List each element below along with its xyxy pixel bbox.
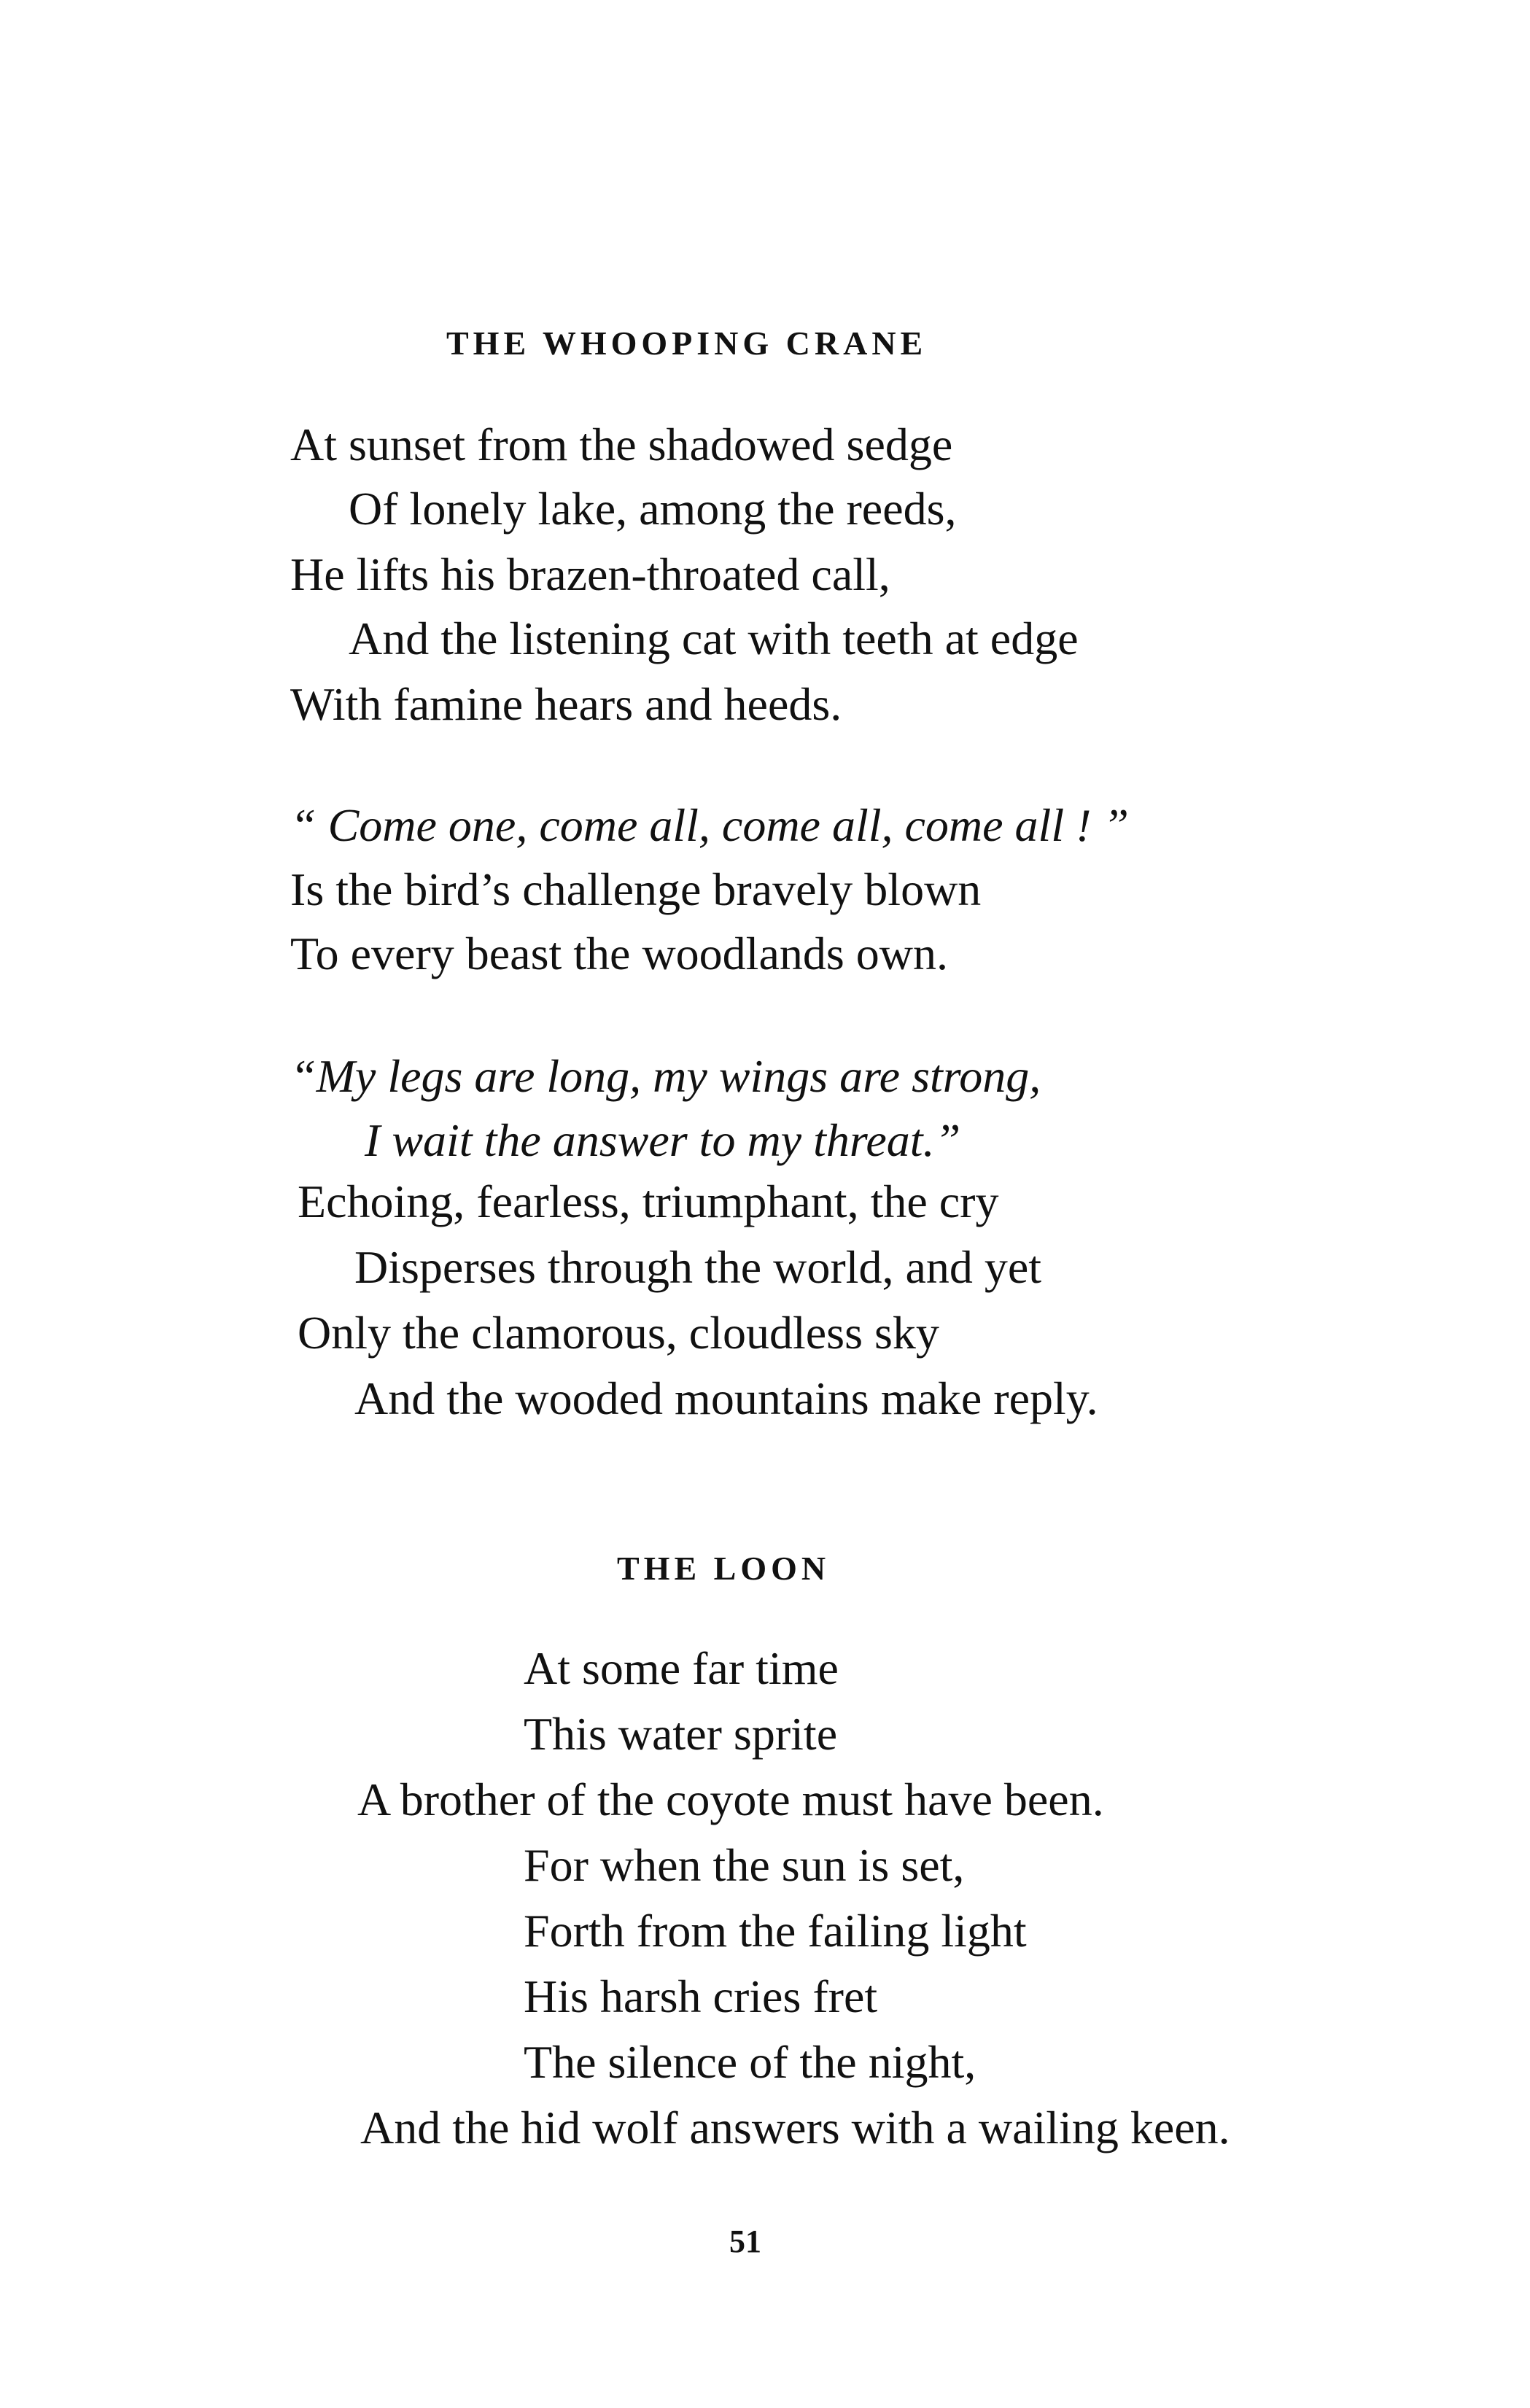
poem-line: Is the bird’s challenge bravely blown [290, 863, 982, 915]
page-number: 51 [729, 2223, 761, 2259]
poem-line: Echoing, fearless, triumphant, the cry [298, 1176, 999, 1227]
poem-line: Of lonely lake, among the reeds, [349, 483, 957, 535]
poem-title-loon: THE LOON [617, 1550, 831, 1587]
poem-line-italic: I wait the answer to my threat.” [365, 1114, 961, 1166]
poem-line: And the hid wolf answers with a wailing keen. [360, 2102, 1230, 2153]
poem-line: Only the clamorous, cloudless sky [298, 1307, 939, 1359]
poem-line: At sunset from the shadowed sedge [290, 419, 953, 470]
poem-line: Forth from the failing light [524, 1905, 1027, 1957]
poem-line-italic: “ Come one, come all, come all, come all ! ” [290, 799, 1129, 851]
poem-line: A brother of the coyote must have been. [357, 1774, 1104, 1825]
poem-line: At some far time [524, 1642, 839, 1694]
poem-line: The silence of the night, [524, 2036, 976, 2088]
poem-line: With famine hears and heeds. [290, 678, 842, 730]
poem-line: His harsh cries fret [524, 1970, 878, 2022]
poem-title-whooping-crane: THE WHOOPING CRANE [446, 325, 928, 362]
poem-line: Disperses through the world, and yet [354, 1241, 1042, 1293]
poem-line: To every beast the woodlands own. [290, 928, 948, 979]
poem-line-italic: “My legs are long, my wings are strong, [290, 1050, 1041, 1102]
poem-line: And the listening cat with teeth at edge [349, 613, 1079, 664]
poem-line: For when the sun is set, [524, 1839, 965, 1891]
poem-line: This water sprite [524, 1708, 838, 1760]
poem-line: He lifts his brazen-throated call, [290, 548, 890, 600]
poem-line: And the wooded mountains make reply. [354, 1372, 1098, 1424]
